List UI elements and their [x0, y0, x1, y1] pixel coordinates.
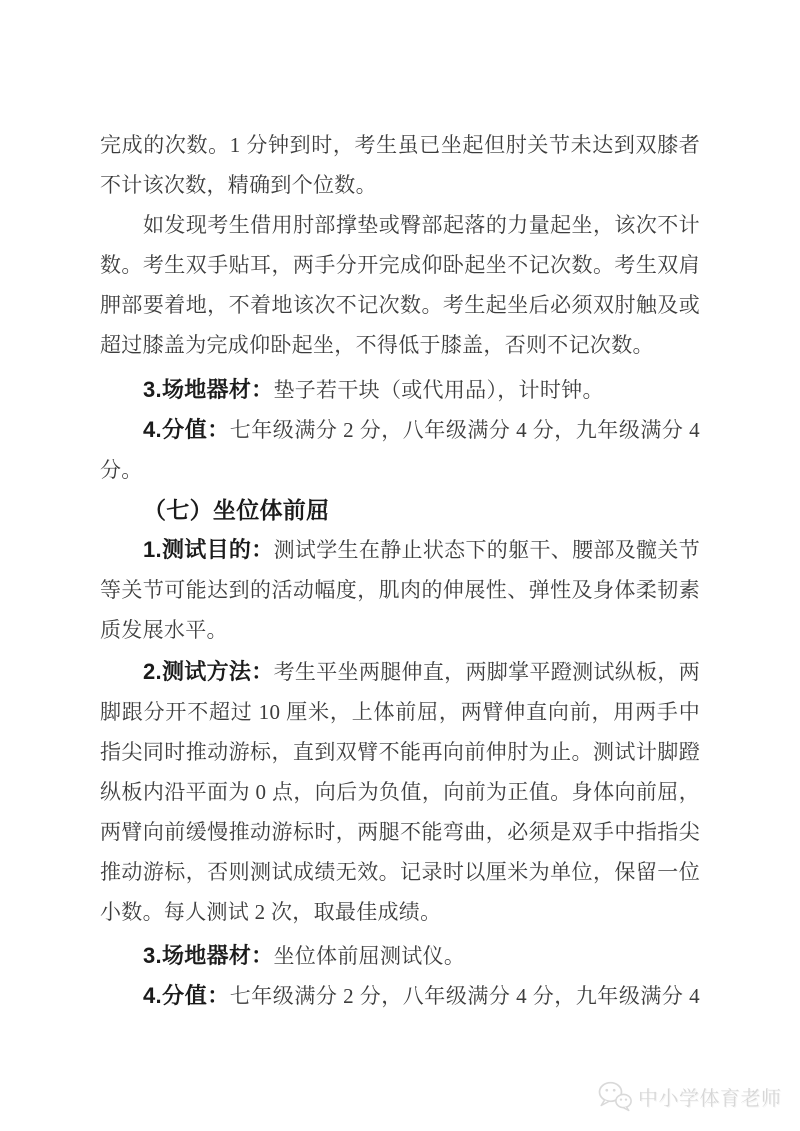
paragraph	[100, 410, 700, 490]
paragraph	[100, 530, 700, 650]
line-text: 分。	[100, 458, 143, 482]
paragraph	[100, 976, 700, 1016]
line-text: 坐位体前屈测试仪。	[273, 944, 466, 968]
text-line	[100, 410, 700, 450]
paragraph	[100, 936, 700, 976]
line-text: 不计该次数，精确到个位数。	[100, 173, 377, 197]
line-text: 数。考生双手贴耳，两手分开完成仰卧起坐不记次数。考生双肩	[100, 253, 700, 277]
line-text: 推动游标，否则测试成绩无效。记录时以厘米为单位，保留一位	[100, 860, 700, 884]
line-text: 垫子若干块（或代用品），计时钟。	[273, 378, 604, 402]
paragraph	[100, 205, 700, 365]
line-text: 胛部要着地，不着地该次不记次数。考生起坐后必须双肘触及或	[100, 293, 700, 317]
line-text: 超过膝盖为完成仰卧起坐，不得低于膝盖，否则不记次数。	[100, 333, 654, 357]
text-line	[100, 812, 700, 852]
text-line	[100, 852, 700, 892]
text-line	[100, 205, 700, 245]
text-line	[100, 652, 700, 692]
text-line	[100, 892, 700, 932]
item-label: 4.分值：	[143, 417, 230, 442]
paragraph	[100, 125, 700, 205]
section-heading	[100, 490, 700, 530]
text-line	[100, 165, 700, 205]
text-line	[100, 570, 700, 610]
line-text: 如发现考生借用肘部撑垫或臀部起落的力量起坐，该次不计	[143, 213, 700, 237]
document-content	[100, 125, 700, 1016]
heading-line	[100, 490, 700, 530]
text-line	[100, 125, 700, 165]
paragraph	[100, 652, 700, 932]
text-line	[100, 936, 700, 976]
text-line	[100, 285, 700, 325]
paragraph	[100, 370, 700, 410]
line-text: 两臂向前缓慢推动游标时，两腿不能弯曲，必须是双手中指指尖	[100, 820, 700, 844]
text-line	[100, 772, 700, 812]
watermark	[597, 1080, 782, 1112]
line-text: 完成的次数。1 分钟到时，考生虽已坐起但肘关节未达到双膝者	[100, 133, 700, 157]
watermark-text: 中小学体育老师	[638, 1087, 782, 1110]
line-text: 七年级满分 2 分，八年级满分 4 分，九年级满分 4	[229, 418, 700, 442]
text-line	[100, 370, 700, 410]
heading-text: （七）坐位体前屈	[143, 497, 330, 523]
line-text: 指尖同时推动游标，直到双臂不能再向前伸肘为止。测试计脚蹬	[100, 740, 700, 764]
line-text: 测试学生在静止状态下的躯干、腰部及髋关节	[273, 538, 700, 562]
item-label: 2.测试方法：	[143, 659, 274, 684]
text-line	[100, 245, 700, 285]
wechat-icon	[597, 1080, 633, 1112]
item-label: 1.测试目的：	[143, 537, 274, 562]
line-text: 等关节可能达到的活动幅度，肌肉的伸展性、弹性及身体柔韧素	[100, 578, 700, 602]
text-line	[100, 692, 700, 732]
text-line	[100, 325, 700, 365]
line-text: 考生平坐两腿伸直，两脚掌平蹬测试纵板，两	[273, 660, 700, 684]
line-text: 小数。每人测试 2 次，取最佳成绩。	[100, 900, 442, 924]
text-line	[100, 610, 700, 650]
item-label: 3.场地器材：	[143, 377, 274, 402]
item-label: 3.场地器材：	[143, 943, 274, 968]
text-line	[100, 530, 700, 570]
line-text: 纵板内沿平面为 0 点，向后为负值，向前为正值。身体向前屈，	[100, 780, 700, 804]
line-text: 七年级满分 2 分，八年级满分 4 分，九年级满分 4	[229, 984, 700, 1008]
line-text: 脚跟分开不超过 10 厘米，上体前屈，两臂伸直向前，用两手中	[100, 700, 700, 724]
text-line	[100, 732, 700, 772]
line-text: 质发展水平。	[100, 618, 228, 642]
text-line	[100, 976, 700, 1016]
item-label: 4.分值：	[143, 983, 230, 1008]
text-line	[100, 450, 700, 490]
